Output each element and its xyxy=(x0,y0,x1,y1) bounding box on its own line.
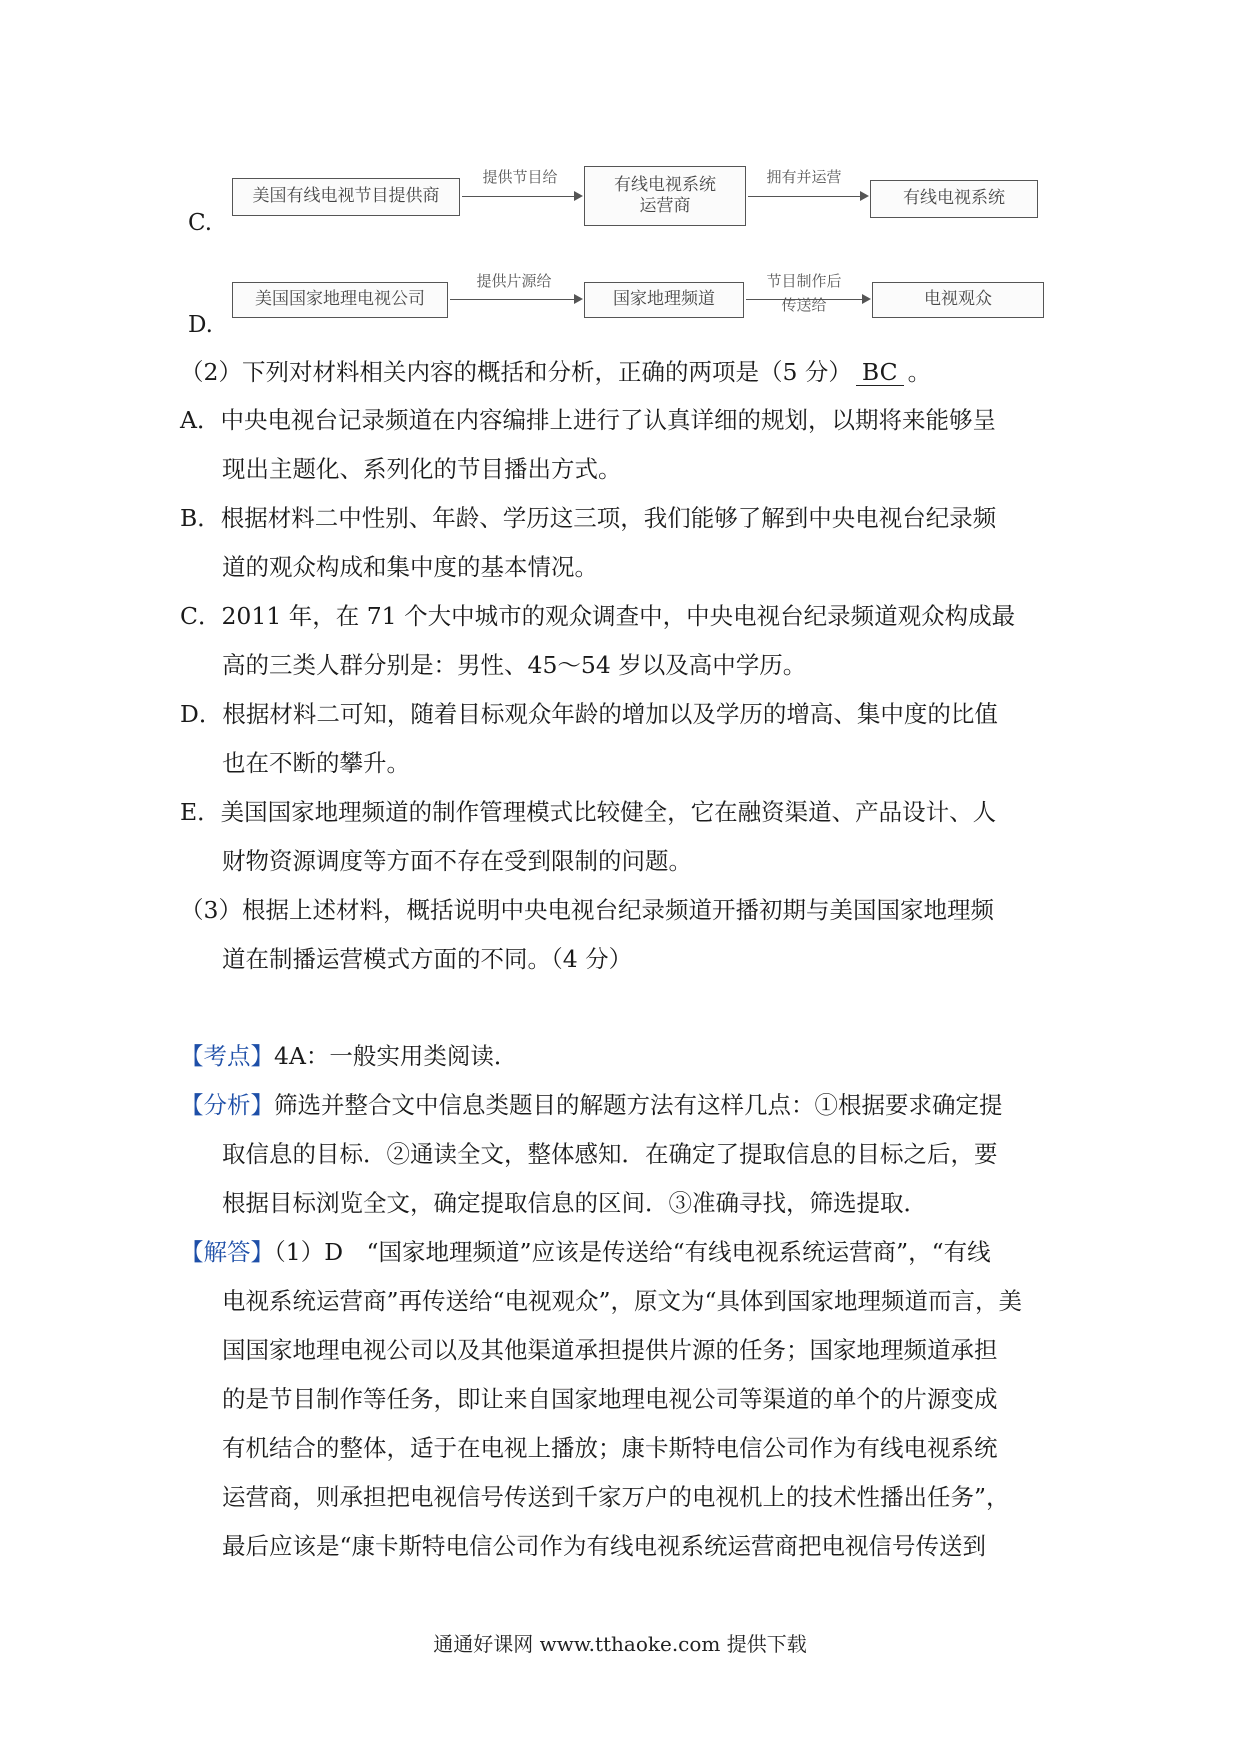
flow-c-box-operator-line1: 有线电视系统 xyxy=(614,174,716,195)
page-footer: 通通好课网 www.tthaoke.com 提供下载 xyxy=(433,1632,807,1656)
fenxi-text-line1: 筛选并整合文中信息类题目的解题方法有这样几点：①根据要求确定提 xyxy=(274,1091,1003,1119)
q2-stem-end: 。 xyxy=(907,358,932,386)
q2-option-a-line2: 现出主题化、系列化的节目播出方式。 xyxy=(222,455,622,483)
q3-line2: 道在制播运营模式方面的不同。（4 分） xyxy=(222,945,633,973)
q2-option-d-line2: 也在不断的攀升。 xyxy=(222,749,410,777)
jieda-line5: 有机结合的整体，适于在电视上播放；康卡斯特电信公司作为有线电视系统 xyxy=(222,1434,998,1462)
flow-c-arrow-1 xyxy=(462,196,574,197)
q2-option-d-line1: D．根据材料二可知，随着目标观众年龄的增加以及学历的增高、集中度的比值 xyxy=(180,700,998,728)
q2-option-e-line2: 财物资源调度等方面不存在受到限制的问题。 xyxy=(222,847,692,875)
flow-c-box-operator-line2: 运营商 xyxy=(639,196,691,216)
flow-d-box-viewers xyxy=(872,282,1044,318)
option-d-letter: D. xyxy=(188,312,213,338)
flow-d-box-channel xyxy=(584,282,744,318)
flow-d-arrow-1-label: 提供片源给 xyxy=(476,272,552,290)
flow-c-box-provider xyxy=(232,178,460,216)
flow-c-arrowhead-2 xyxy=(860,191,869,201)
flow-c-box-system-text: 有线电视系统 xyxy=(903,188,1005,209)
kaodian-text: 4A：一般实用类阅读． xyxy=(274,1042,518,1070)
q2-stem-text: （2）下列对材料相关内容的概括和分析，正确的两项是（5 分） xyxy=(180,358,852,386)
q2-option-b-line2: 道的观众构成和集中度的基本情况。 xyxy=(222,553,598,581)
flow-d-arrowhead-1 xyxy=(574,294,583,304)
fenxi-line3: 根据目标浏览全文，确定提取信息的区间．③准确寻找，筛选提取． xyxy=(222,1189,927,1217)
flow-d-arrow-2-label-line1: 节目制作后 xyxy=(766,272,842,290)
jieda-line1 xyxy=(180,1228,1060,1277)
q2-option-c-line1: C．2011 年，在 71 个大中城市的观众调查中，中央电视台纪录频道观众构成最 xyxy=(180,602,1016,630)
jieda-line3: 国国家地理电视公司以及其他渠道承担提供片源的任务；国家地理频道承担 xyxy=(222,1336,998,1364)
flow-c-arrow-1-label: 提供节目给 xyxy=(482,168,558,186)
option-c-letter: C. xyxy=(188,210,213,236)
flow-d-box-channel-text: 国家地理频道 xyxy=(613,289,715,310)
flow-c-arrowhead-1 xyxy=(574,191,583,201)
q3-line1: （3）根据上述材料，概括说明中央电视台纪录频道开播初期与美国国家地理频 xyxy=(180,896,994,924)
q2-option-b-line1: B．根据材料二中性别、年龄、学历这三项，我们能够了解到中央电视台纪录频 xyxy=(180,504,997,532)
flow-c-box-provider-text: 美国有线电视节目提供商 xyxy=(252,186,440,207)
flow-d-box-company-text: 美国国家地理电视公司 xyxy=(255,289,425,310)
q2-option-a-line1: A．中央电视台记录频道在内容编排上进行了认真详细的规划，以期将来能够呈 xyxy=(180,406,996,434)
flow-d-box-viewers-text: 电视观众 xyxy=(924,289,992,310)
flow-d-box-company xyxy=(232,282,448,318)
flow-c-arrow-2 xyxy=(748,196,860,197)
q2-answer: BC xyxy=(856,359,904,386)
q2-stem xyxy=(180,348,1060,397)
flow-d-arrowhead-2 xyxy=(862,294,871,304)
q2-option-e-line1: E．美国国家地理频道的制作管理模式比较健全，它在融资渠道、产品设计、人 xyxy=(180,798,997,826)
jieda-line2: 电视系统运营商”再传送给“电视观众”，原文为“具体到国家地理频道而言，美 xyxy=(222,1287,1023,1315)
jieda-line7: 最后应该是“康卡斯特电信公司作为有线电视系统运营商把电视信号传送到 xyxy=(222,1532,987,1560)
fenxi-tag: 【分析】 xyxy=(180,1091,274,1119)
flow-d-arrow-2-label xyxy=(752,272,856,315)
kaodian-tag: 【考点】 xyxy=(180,1042,274,1070)
fenxi-line2: 取信息的目标．②通读全文，整体感知．在确定了提取信息的目标之后，要 xyxy=(222,1140,998,1168)
jieda-tag: 【解答】 xyxy=(180,1238,274,1266)
jieda-line4: 的是节目制作等任务，即让来自国家地理电视公司等渠道的单个的片源变成 xyxy=(222,1385,998,1413)
jieda-line6: 运营商，则承担把电视信号传送到千家万户的电视机上的技术性播出任务”， xyxy=(222,1483,1010,1511)
flow-d-arrow-1 xyxy=(450,299,574,300)
fenxi-line1 xyxy=(180,1081,1060,1130)
kaodian-section xyxy=(180,1032,1060,1081)
q2-option-c-line2: 高的三类人群分别是：男性、45～54 岁以及高中学历。 xyxy=(222,651,807,679)
flow-c-box-operator xyxy=(584,166,746,226)
flow-c-box-system xyxy=(870,180,1038,218)
jieda-text-line1: （1）D “国家地理频道”应该是传送给“有线电视系统运营商”，“有线 xyxy=(274,1238,991,1266)
flow-d-arrow-2-label-line2: 传送给 xyxy=(781,295,827,314)
flow-c-arrow-2-label: 拥有并运营 xyxy=(766,168,842,186)
